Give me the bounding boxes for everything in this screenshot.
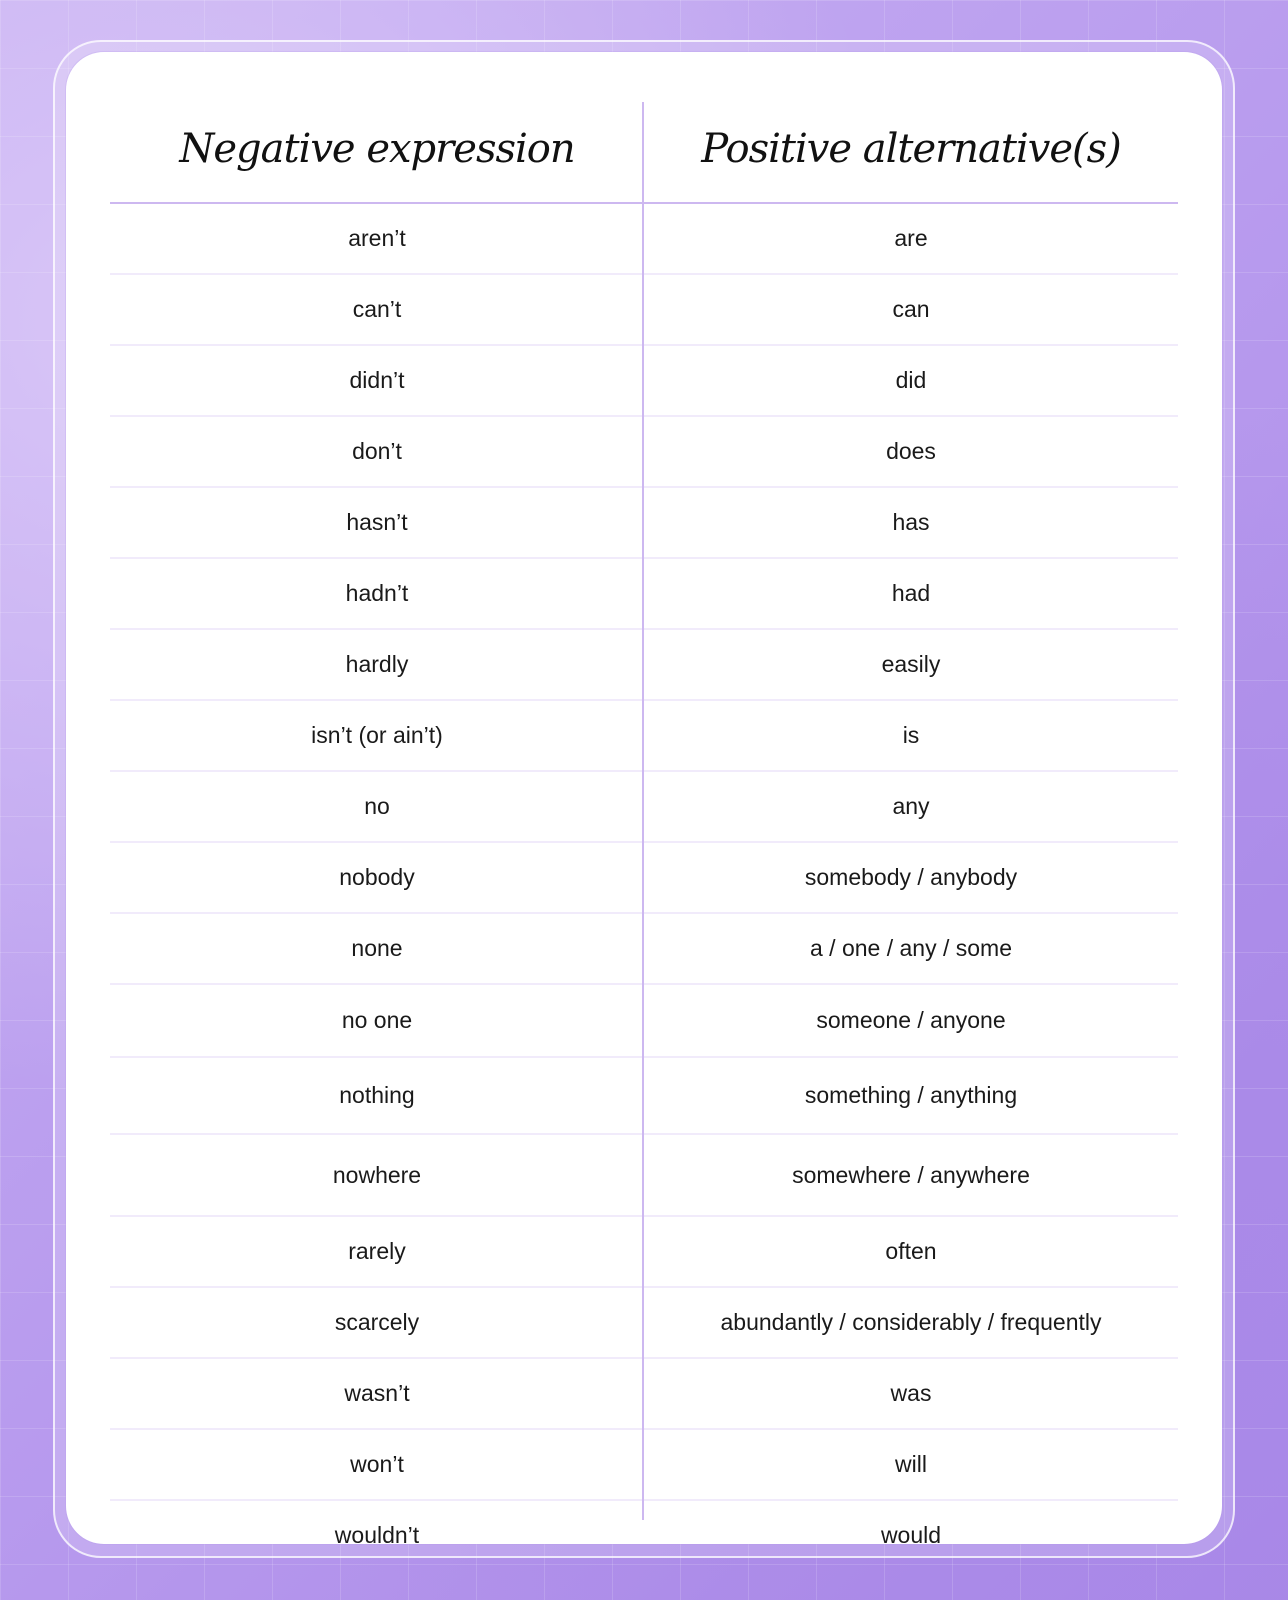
table-row xyxy=(110,204,1178,275)
table-row xyxy=(110,559,1178,630)
positive-alternative-cell: someone / anyone xyxy=(816,1007,1006,1033)
negative-expression-cell: scarcely xyxy=(334,1309,420,1335)
positive-alternative-cell: easily xyxy=(881,651,941,677)
negative-expression-cell: nobody xyxy=(339,864,415,890)
negative-expression-cell: no one xyxy=(341,1007,413,1033)
negative-expression-cell: hardly xyxy=(345,651,409,677)
negative-expression-cell: won’t xyxy=(350,1451,404,1477)
positive-alternative-cell: a / one / any / some xyxy=(809,935,1012,961)
negative-expression-cell: none xyxy=(351,935,403,961)
negative-expression-cell: rarely xyxy=(348,1238,406,1264)
positive-alternative-cell: does xyxy=(886,438,936,464)
positive-alternative-cell: did xyxy=(895,367,927,393)
table-row xyxy=(110,1058,1178,1135)
column-divider xyxy=(642,102,644,1520)
negative-expression-cell: wasn’t xyxy=(344,1380,410,1406)
table-row xyxy=(110,1430,1178,1501)
table-row xyxy=(110,1217,1178,1288)
positive-alternative-cell: abundantly / considerably / frequently xyxy=(720,1309,1102,1335)
table-row xyxy=(110,1288,1178,1359)
positive-alternative-cell: something / anything xyxy=(804,1082,1018,1108)
positive-alternative-cell: any xyxy=(892,793,930,819)
table-row xyxy=(110,346,1178,417)
negative-expression-cell: don’t xyxy=(352,438,402,464)
table-row xyxy=(110,417,1178,488)
positive-alternative-cell: often xyxy=(885,1238,937,1264)
negative-expression-cell: no xyxy=(364,793,390,819)
table-row xyxy=(110,772,1178,843)
negative-expression-cell: aren’t xyxy=(348,225,406,251)
table-row xyxy=(110,275,1178,346)
expressions-table xyxy=(110,92,1178,1570)
header-negative-expression: Negative expression xyxy=(179,126,575,172)
negative-expression-cell: nothing xyxy=(339,1082,415,1108)
table-row xyxy=(110,630,1178,701)
header-positive-alternatives: Positive alternative(s) xyxy=(701,126,1121,172)
positive-alternative-cell: has xyxy=(892,509,930,535)
negative-expression-cell: hadn’t xyxy=(345,580,409,606)
positive-alternative-cell: was xyxy=(890,1380,932,1406)
table-header xyxy=(110,92,1178,204)
table-row xyxy=(110,1359,1178,1430)
table-row xyxy=(110,914,1178,985)
negative-expression-cell: wouldn’t xyxy=(334,1522,420,1548)
negative-expression-cell: didn’t xyxy=(349,367,405,393)
positive-alternative-cell: can xyxy=(892,296,930,322)
table-row xyxy=(110,701,1178,772)
negative-expression-cell: nowhere xyxy=(332,1161,422,1188)
positive-alternative-cell: are xyxy=(894,225,928,251)
table-row xyxy=(110,985,1178,1058)
table-row xyxy=(110,488,1178,559)
table-card xyxy=(66,52,1222,1548)
positive-alternative-cell: will xyxy=(895,1451,927,1477)
negative-expression-cell: can’t xyxy=(352,296,402,322)
positive-alternative-cell: somewhere / anywhere xyxy=(792,1161,1030,1188)
table-row xyxy=(110,843,1178,914)
negative-expression-cell: hasn’t xyxy=(346,509,408,535)
table-body xyxy=(110,204,1178,1570)
positive-alternative-cell: would xyxy=(880,1522,942,1548)
positive-alternative-cell: somebody / anybody xyxy=(804,864,1018,890)
table-row xyxy=(110,1501,1178,1570)
positive-alternative-cell: is xyxy=(902,722,920,748)
positive-alternative-cell: had xyxy=(891,580,931,606)
negative-expression-cell: isn’t (or ain’t) xyxy=(311,722,443,748)
table-row xyxy=(110,1135,1178,1217)
